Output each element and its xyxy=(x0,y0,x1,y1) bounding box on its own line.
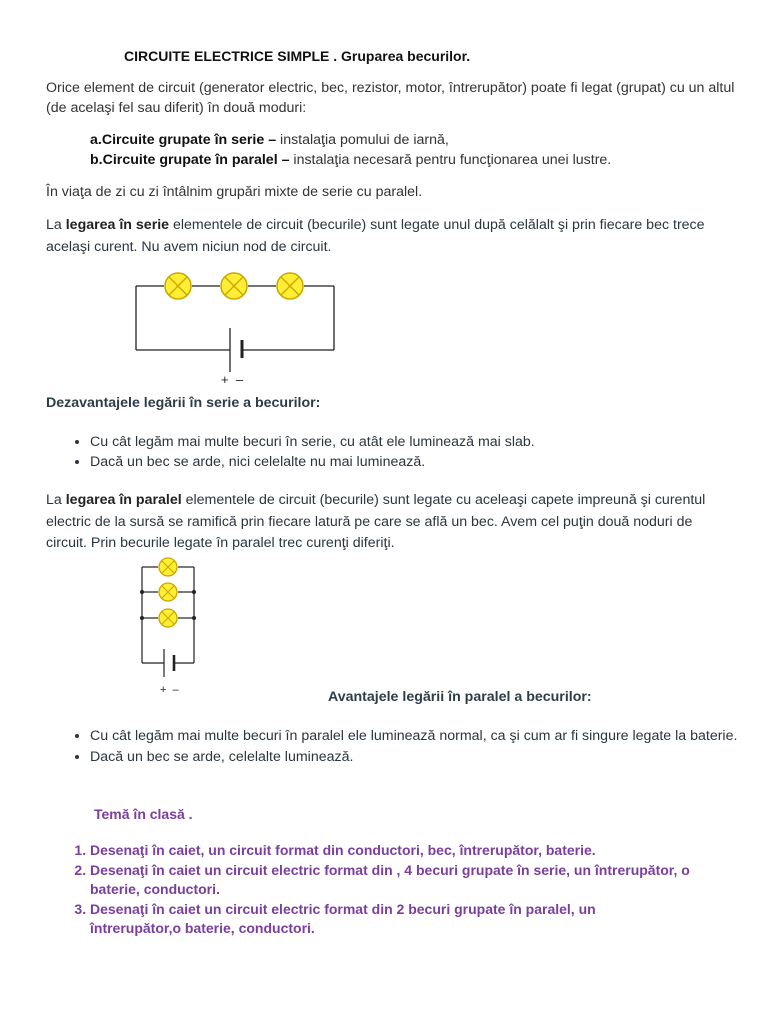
series-disadvantages-list xyxy=(46,432,768,472)
mode-paralel-label: b.Circuite grupate în paralel – xyxy=(90,152,290,168)
list-item: • Dacă un bec se arde, celelalte luminează. xyxy=(90,747,768,767)
series-circuit-diagram xyxy=(130,270,360,390)
list-item: 3. Desenaţi în caiet un circuit electric format din 2 becuri grupate în paralel, un întrerupător,o baterie, conductori. xyxy=(90,900,690,939)
series-bulb xyxy=(165,273,191,299)
parallel-battery-label: + – xyxy=(160,684,179,696)
tasks-list xyxy=(46,841,690,939)
series-disadvantages-title: Dezavantajele legării în serie a becurilor: xyxy=(46,395,321,411)
serie-paragraph xyxy=(46,215,736,258)
series-bulb xyxy=(221,273,247,299)
parallel-advantages-title: Avantajele legării în paralel a becurilor: xyxy=(328,689,592,705)
serie-post: elementele de circuit (becurile) sunt legate unul după celălalt şi prin fiecare bec trece acelaşi curent. Nu avem niciun nod de circuit. xyxy=(46,217,705,255)
mixed-paragraph: În viaţa de zi cu zi întâlnim grupări mixte de serie cu paralel. xyxy=(46,184,423,200)
mode-serie xyxy=(90,130,449,150)
serie-bold: legarea în serie xyxy=(65,217,170,233)
series-bulb xyxy=(277,273,303,299)
mode-serie-text: instalaţia pomului de iarnă, xyxy=(276,132,449,148)
parallel-bulb xyxy=(159,609,177,627)
parallel-bulb xyxy=(159,583,177,601)
intro-paragraph: Orice element de circuit (generator electric, bec, rezistor, motor, întrerupător) poate fi legat (grupat) cu un altul (de acelaşi fel sau diferit) în două moduri: xyxy=(46,80,735,116)
paralel-paragraph xyxy=(46,490,736,555)
parallel-circuit-diagram xyxy=(136,555,206,685)
list-item: • Cu cât legăm mai multe becuri în serie, cu atât ele luminează mai slab. xyxy=(90,432,768,452)
paralel-bold: legarea în paralel xyxy=(65,492,182,508)
serie-pre: La xyxy=(46,217,66,233)
list-item: 2. Desenaţi în caiet un circuit electric format din , 4 becuri grupate în serie, un întrerupător, o baterie, conductori. xyxy=(90,861,690,900)
paralel-post: elementele de circuit (becurile) sunt legate cu aceleaşi capete impreună şi curentul electric de la sursă se ramifică prin fiecare latură pe care se află un bec. Avem cel puţin două noduri de circuit. Prin becurile legate în paralel trec curenţi diferiţi. xyxy=(46,492,706,551)
parallel-bulb xyxy=(159,558,177,576)
parallel-advantages-list xyxy=(46,726,768,767)
mode-paralel-text: instalaţia necesară pentru funcţionarea unei lustre. xyxy=(289,152,612,168)
list-item: • Cu cât legăm mai multe becuri în paralel ele luminează normal, ca şi cum ar fi singure legate la baterie. xyxy=(90,726,768,746)
tema-title: Temă în clasă . xyxy=(94,806,193,822)
list-item: • Dacă un bec se arde, nici celelalte nu mai luminează. xyxy=(90,452,768,472)
paralel-pre: La xyxy=(46,492,66,508)
mode-paralel xyxy=(90,150,611,170)
mode-serie-label: a.Circuite grupate în serie – xyxy=(90,132,277,148)
series-battery-label: + – xyxy=(221,372,244,387)
list-item: 1. Desenaţi în caiet, un circuit format din conductori, bec, întrerupător, baterie. xyxy=(90,841,690,861)
page-title: CIRCUITE ELECTRICE SIMPLE . Gruparea becurilor. xyxy=(124,48,471,64)
